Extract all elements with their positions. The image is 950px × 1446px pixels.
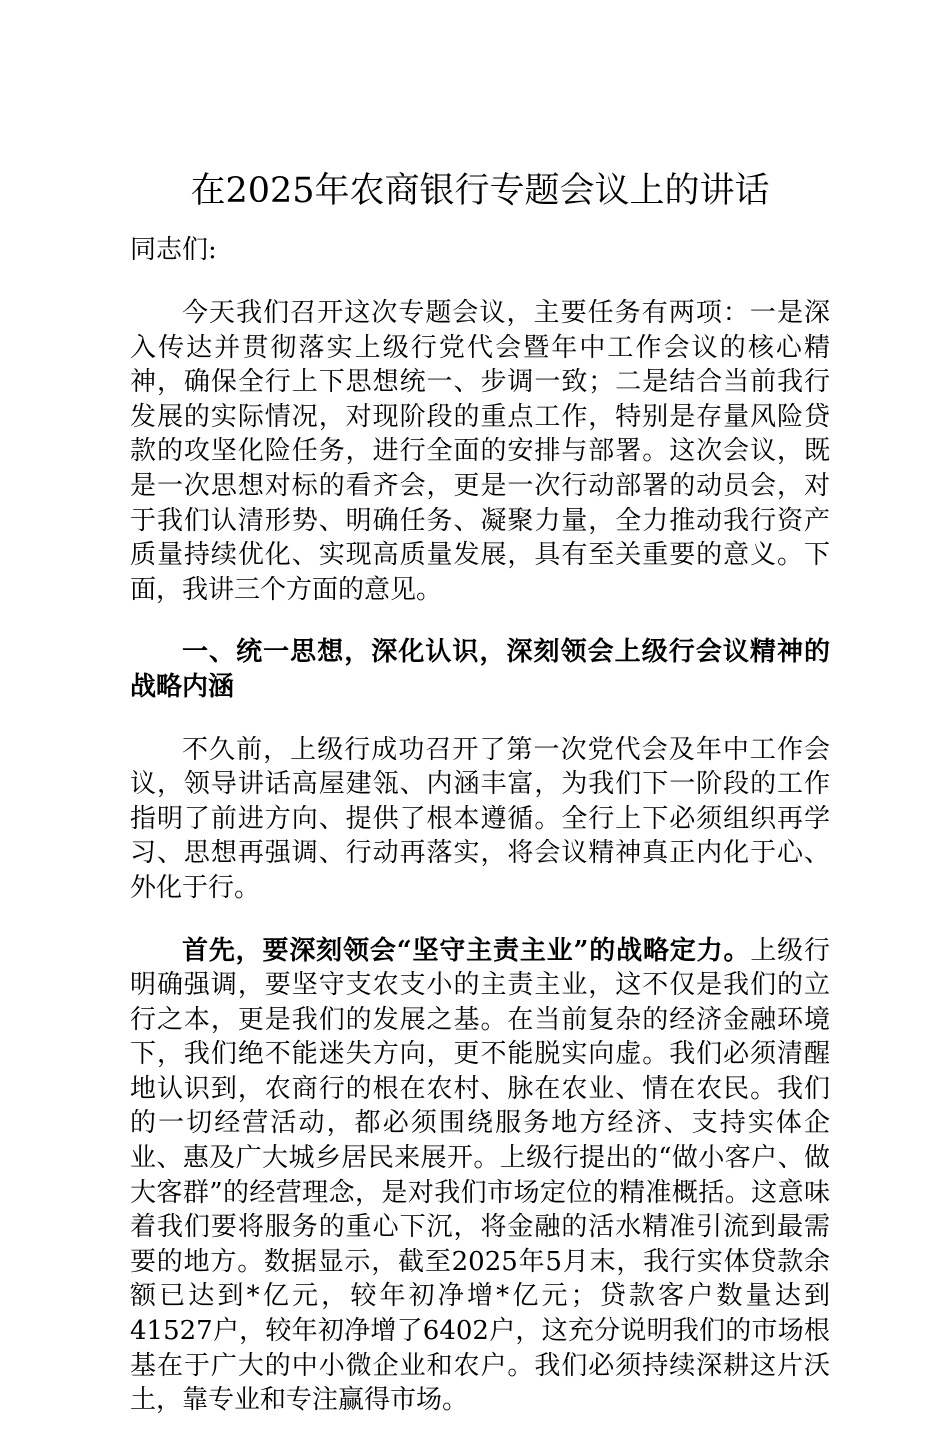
section-heading-1: 一、统一思想，深化认识，深刻领会上级行会议精神的战略内涵 [130,637,830,702]
document-title: 在2025年农商银行专题会议上的讲话 [190,171,770,211]
intro-paragraph: 今天我们召开这次专题会议，主要任务有两项：一是深入传达并贯彻落实上级行党代会暨年中工作会议的核心精神，确保全行上下思想统一、步调一致；二是结合当前我行发展的实际情况，对现阶段的重点工作，特别是存量风险贷款的攻坚化险任务，进行全面的安排与部署。这次会议，既是一次思想对标的看齐会，更是一次行动部署的动员会，对于我们认清形势、明确任务、凝聚力量，全力推动我行资产质量持续优化、实现高质量发展，具有至关重要的意义。下面，我讲三个方面的意见。 [130,298,830,605]
section-1-paragraph-1: 不久前，上级行成功召开了第一次党代会及年中工作会议，领导讲话高屋建瓴、内涵丰富，为我们下一阶段的工作指明了前进方向、提供了根本遵循。全行上下必须组织再学习、思想再强调、行动再落实，将会议精神真正内化于心、外化于行。 [130,734,830,903]
paragraph-body: 上级行明确强调，要坚守支农支小的主责主业，这不仅是我们的立行之本，更是我们的发展之基。在当前复杂的经济金融环境下，我们绝不能迷失方向，更不能脱实向虚。我们必须清醒地认识到，农商行的根在农村、脉在农业、情在农民。我们的一切经营活动，都必须围绕服务地方经济、支持实体企业、惠及广大城乡居民来展开。上级行提出的“做小客户、做大客群”的经营理念，是对我们市场定位的精准概括。这意味着我们要将服务的重心下沉，将金融的活水精准引流到最需要的地方。数据显示，截至2025年5月末，我行实体贷款余额已达到*亿元，较年初净增*亿元；贷款客户数量达到41527户，较年初净增了6402户，这充分说明我们的市场根基在于广大的中小微企业和农户。我们必须持续深耕这片沃土，靠专业和专注赢得市场。 [130,935,830,1416]
document-page [130,168,830,1446]
salutation: 同志们: [130,235,217,265]
paragraph-lead-sentence: 首先，要深刻领会“坚守主责主业”的战略定力。 [182,935,751,966]
section-1-paragraph-2 [130,934,830,1418]
